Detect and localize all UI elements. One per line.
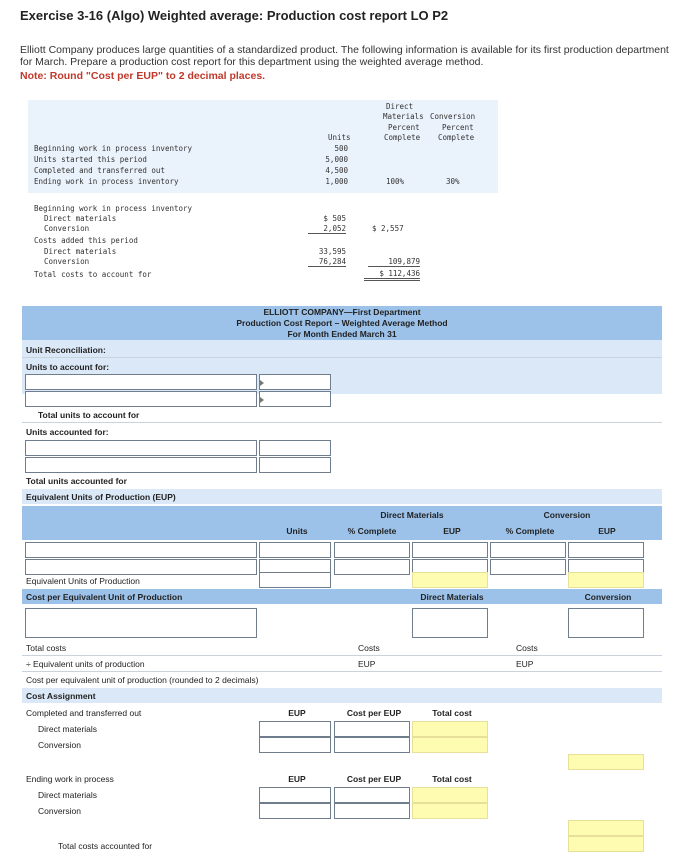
cost-per-eu-rounded-label: Cost per equivalent unit of production (rounded to 2 decimals) <box>26 675 259 685</box>
unit-row-units: 5,000 <box>325 155 348 164</box>
costs-conv-label: Costs <box>516 643 538 653</box>
total-units-to-account-label: Total units to account for <box>38 410 140 420</box>
row-divider <box>22 655 662 656</box>
rounding-note: Note: Round "Cost per EUP" to 2 decimal places. <box>20 70 266 82</box>
cost-per-eu-label-input[interactable] <box>25 622 257 638</box>
unit-row-label: Units started this period <box>34 155 147 164</box>
ca-dm-eup-input[interactable] <box>259 721 331 737</box>
exercise-intro: Elliott Company produces large quantities of a standardized product. The following information is available for its first production department for March. Prepare a production cost report for this department using the weighted average method. <box>20 44 669 68</box>
eup-heading: Equivalent Units of Production (EUP) <box>26 492 176 502</box>
ewip-conv-cost-input[interactable] <box>334 803 410 819</box>
cost-row-label: Direct materials <box>44 247 117 256</box>
ca-dm-cost-input[interactable] <box>334 721 410 737</box>
completed-transferred-label: Completed and transferred out <box>26 708 142 718</box>
cost-row-value-a: 76,284 <box>308 257 346 267</box>
cost-row-label: Conversion <box>44 224 90 233</box>
unit-row-label: Completed and transferred out <box>34 166 165 175</box>
ca-cost-per-eup-header: Cost per EUP <box>346 708 402 718</box>
costs-dm-label: Costs <box>358 643 380 653</box>
total-costs-accounted-label: Total costs accounted for <box>58 841 153 851</box>
unit-row-units: 4,500 <box>325 166 348 175</box>
dm-eup-header: EUP <box>443 526 461 536</box>
cost-row-value-a: 2,052 <box>308 224 346 234</box>
units-account-value-input[interactable] <box>259 391 331 407</box>
ewip-subtotal <box>568 820 644 836</box>
eup-row-label-input[interactable] <box>25 559 257 575</box>
cost-row-value-b: $ 112,436 <box>364 269 420 281</box>
ending-wip-label: Ending work in process <box>26 774 114 784</box>
conv-eup-header: EUP <box>598 526 616 536</box>
eup-row-dm-pct-input[interactable] <box>334 559 410 575</box>
cost-assignment-band <box>22 688 662 703</box>
unit-row-units: 1,000 <box>325 177 348 186</box>
eu-total-dm <box>412 572 488 588</box>
ca-conv-total <box>412 737 488 753</box>
hdr-percent-conv: Percent <box>442 123 474 132</box>
unit-row-label: Ending work in process inventory <box>34 177 179 186</box>
eup-row-units-input[interactable] <box>259 542 331 558</box>
hdr-direct: Direct <box>386 102 414 111</box>
eup-row-label-input[interactable] <box>25 542 257 558</box>
ca-conv-label: Conversion <box>38 740 81 750</box>
production-cost-report <box>22 306 662 862</box>
given-data-table <box>28 100 498 290</box>
unit-row-label: Beginning work in process inventory <box>34 144 193 153</box>
ewip-eup-header: EUP <box>288 774 306 784</box>
hdr-complete-conv: Complete <box>438 133 475 142</box>
cost-row-label: Beginning work in process inventory <box>34 204 193 213</box>
cost-row-value-a: 33,595 <box>318 247 346 256</box>
units-account-value-input[interactable] <box>259 374 331 390</box>
cost-per-eu-dm-input[interactable] <box>412 622 488 638</box>
eup-row-dm-pct-input[interactable] <box>334 542 410 558</box>
cost-per-eu-conv-input[interactable] <box>568 622 644 638</box>
ewip-dm-label: Direct materials <box>38 790 98 800</box>
eup-conv-label: EUP <box>516 659 534 669</box>
cost-row-value-b: 109,879 <box>368 257 420 267</box>
units-accounted-label: Units accounted for: <box>26 427 109 437</box>
hdr-materials: Materials <box>383 112 424 121</box>
ca-dm-total <box>412 721 488 737</box>
report-title-company: ELLIOTT COMPANY—First Department <box>263 307 421 317</box>
conversion-column-header: Conversion <box>543 510 591 520</box>
eup-row-dm-eup-input[interactable] <box>412 542 488 558</box>
units-to-account-label: Units to account for: <box>26 362 110 372</box>
cost-row-label: Total costs to account for <box>34 270 152 279</box>
units-accounted-value-input[interactable] <box>259 457 331 473</box>
divide-eu-label: ÷ Equivalent units of production <box>26 659 145 669</box>
ewip-total-cost-header: Total cost <box>432 774 472 784</box>
units-accounted-label-input[interactable] <box>25 440 257 456</box>
total-units-accounted-label: Total units accounted for <box>26 476 127 486</box>
hdr-percent-dm: Percent <box>388 123 420 132</box>
units-account-label-input[interactable] <box>25 391 257 407</box>
cost-per-eu-heading: Cost per Equivalent Unit of Production <box>26 592 183 602</box>
exercise-title: Exercise 3-16 (Algo) Weighted average: Production cost report LO P2 <box>20 8 449 23</box>
ewip-dm-total <box>412 787 488 803</box>
eup-row-conv-eup-input[interactable] <box>568 542 644 558</box>
conv-pct-complete-header: % Complete <box>505 526 555 536</box>
unit-row-conv-pct: 30% <box>446 177 460 186</box>
eup-dm-label: EUP <box>358 659 376 669</box>
eup-row-conv-pct-input[interactable] <box>490 542 566 558</box>
cost-row-value-a: $ 505 <box>323 214 346 223</box>
cost-assignment-heading: Cost Assignment <box>26 691 96 701</box>
eu-total-units-input[interactable] <box>259 572 331 588</box>
unit-row-dm-pct: 100% <box>386 177 405 186</box>
ca-conv-eup-input[interactable] <box>259 737 331 753</box>
ca-dm-label: Direct materials <box>38 724 98 734</box>
eu-total-conversion <box>568 572 644 588</box>
cost-row-label: Costs added this period <box>34 236 138 245</box>
dm-column-header: Direct Materials <box>380 510 444 520</box>
ca-conv-cost-input[interactable] <box>334 737 410 753</box>
ca-completed-subtotal <box>568 754 644 770</box>
ewip-conv-eup-input[interactable] <box>259 803 331 819</box>
units-column-header: Units <box>286 526 308 536</box>
report-title-method: Production Cost Report – Weighted Average Method <box>236 318 448 328</box>
ewip-conv-label: Conversion <box>38 806 81 816</box>
cost-row-label: Direct materials <box>44 214 117 223</box>
hdr-complete-dm: Complete <box>384 133 421 142</box>
eup-row-conv-pct-input[interactable] <box>490 559 566 575</box>
ca-total-cost-header: Total cost <box>432 708 472 718</box>
total-costs-accounted-value <box>568 836 644 852</box>
eu-of-production-label: Equivalent Units of Production <box>26 576 140 586</box>
unit-recon-label: Unit Reconciliation: <box>26 345 106 355</box>
ewip-conv-total <box>412 803 488 819</box>
ewip-cost-per-eup-header: Cost per EUP <box>346 774 402 784</box>
row-divider <box>22 671 662 672</box>
row-divider <box>22 357 662 358</box>
hdr-units: Units <box>328 133 351 142</box>
dropdown-arrow-icon <box>260 397 264 403</box>
units-account-label-input[interactable] <box>25 374 257 390</box>
cost-per-eu-conv-header: Conversion <box>584 592 632 602</box>
unit-row-units: 500 <box>334 144 348 153</box>
hdr-conversion: Conversion <box>430 112 476 121</box>
cost-row-label: Conversion <box>44 257 90 266</box>
row-divider <box>22 422 662 423</box>
units-accounted-label-input[interactable] <box>25 457 257 473</box>
report-title-period: For Month Ended March 31 <box>287 329 397 339</box>
ca-eup-header: EUP <box>288 708 306 718</box>
units-accounted-value-input[interactable] <box>259 440 331 456</box>
dm-pct-complete-header: % Complete <box>347 526 397 536</box>
cost-per-eu-dm-header: Direct Materials <box>420 592 484 602</box>
ewip-dm-eup-input[interactable] <box>259 787 331 803</box>
cost-row-value-b: $ 2,557 <box>372 224 404 233</box>
total-costs-label: Total costs <box>26 643 67 653</box>
dropdown-arrow-icon <box>260 380 264 386</box>
ewip-dm-cost-input[interactable] <box>334 787 410 803</box>
